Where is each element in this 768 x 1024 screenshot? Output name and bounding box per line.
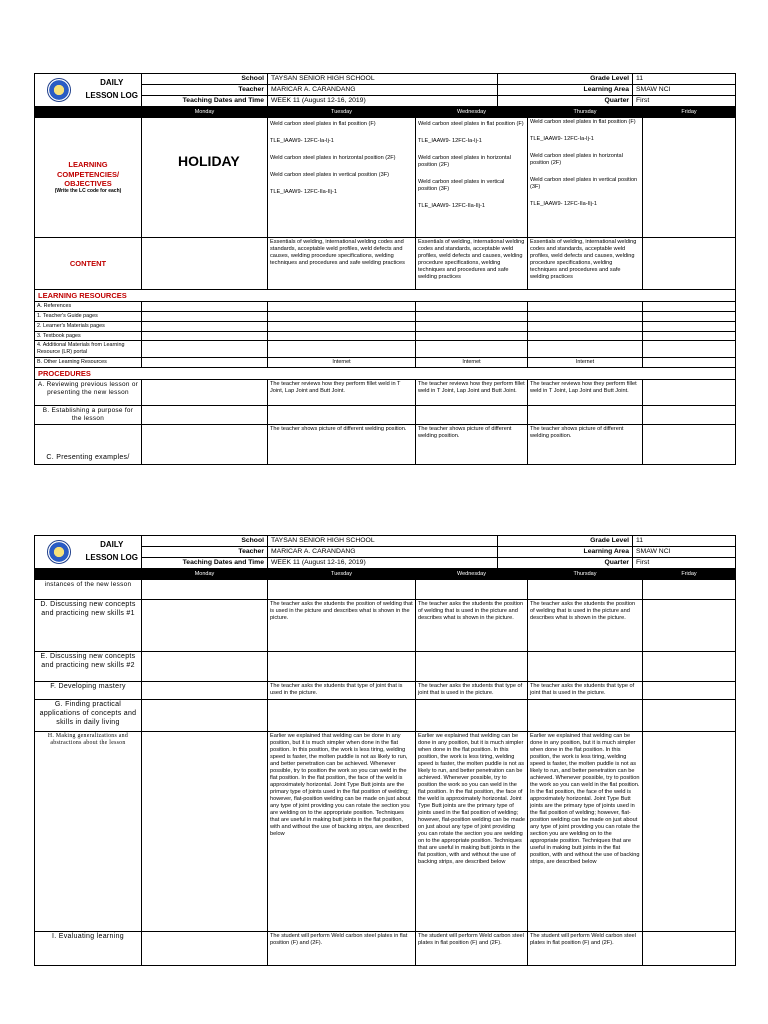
proc-c-label: C. Presenting examples/ [35,425,142,465]
proc-a-label: A. Reviewing previous lesson or presenting the new lesson [35,380,142,406]
quarter-value: First [633,96,736,107]
header-title-daily: DAILY [100,78,124,88]
teacher-value-2: MARICAR A. CARANDANG [268,547,498,558]
ref-textbook: 3. Textbook pages [35,331,142,341]
proc-a-thursday: The teacher reviews how they perform fillet weld in T Joint, Lap Joint and Butt Joint. [528,380,643,406]
quarter-label-2: Quarter [498,558,633,569]
objectives-tuesday: Weld carbon steel plates in flat position (F) TLE_IAAW9- 12FC-Ia-Ij-1 Weld carbon steel plates in horizontal position (2F) Weld carbon steel plates in vertical position (3F) TLE_IAAW9- 12FC-IIa-IIj-1 [268,118,416,238]
proc-e-label: E. Discussing new concepts and practicing new skills #2 [35,652,142,682]
proc-c-tuesday: The teacher shows picture of different welding position. [268,425,416,465]
area-label-2: Learning Area [498,547,633,558]
header-title-log-2: LESSON LOG [85,553,138,562]
objectives-thursday: Weld carbon steel plates in flat position (F) TLE_IAAW9- 12FC-Ia-Ij-1 Weld carbon steel plates in horizontal position (2F) Weld carbon steel plates in vertical position (3F) TLE_IAAW9- 12FC-IIa-IIj-1 [528,118,643,238]
day-thursday-2: Thursday [528,570,643,580]
school-label: School [142,74,268,85]
proc-g-label: G. Finding practical applications of concepts and skills in daily living [35,700,142,732]
content-tuesday: Essentials of welding, international welding codes and standards, acceptable weld profiles, weld defects and causes, welding procedure specifications, welding techniques and procedures and safe welding practices [268,238,416,290]
lesson-log-page-2 [34,535,735,966]
proc-h-tuesday: Earlier we explained that welding can be done in any position, but it is much simpler when done in the flat position. In this position, the work is less tiring, welding speed is faster, the molten puddle is not as likely to run, and better penetration can be achieved. Whenever possible, try to position the work so you can weld in the flat position. In the flat position, the face of the weld is approximately horizontal. Joint Type Butt joints are the primary type of joints used in the flat position of welding; however, flat-position welding can be made on just about any type of joint providing you can rotate the section you are welding on to the appropriate position. Techniques that are useful in making butt joints in the flat position, with and without the use of backing strips, are described below [268,732,416,932]
internet-wednesday: Internet [416,357,528,367]
grade-label: Grade Level [498,74,633,85]
quarter-value-2: First [633,558,736,569]
proc-d-thursday: The teacher asks the students the position of welding that is used in the picture and describes what is shown in the picture. [528,600,643,652]
proc-f-label: F. Developing mastery [35,682,142,700]
proc-i-label: I. Evaluating learning [35,932,142,966]
holiday-label: HOLIDAY [142,118,268,238]
ref-a: A. References [35,302,142,312]
teacher-label: Teacher [142,85,268,96]
learning-resources-heading: LEARNING RESOURCES [35,290,736,302]
content-wednesday: Essentials of welding, international welding codes and standards, acceptable weld profiles, weld defects and causes, welding procedure specifications, welding techniques and procedures and safe welding practices [416,238,528,290]
ref-learners-materials: 2. Learner's Materials pages [35,321,142,331]
grade-label-2: Grade Level [498,536,633,547]
lesson-log-body-2 [34,569,736,966]
day-wednesday: Wednesday [416,108,528,118]
content-friday [643,238,736,290]
deped-seal-icon [47,540,71,564]
proc-d-wednesday: The teacher asks the students the position of welding that is used in the picture and describes what is shown in the picture. [416,600,528,652]
proc-a-tuesday: The teacher reviews how they perform fillet weld in T Joint, Lap Joint and Butt Joint. [268,380,416,406]
teacher-label-2: Teacher [142,547,268,558]
proc-i-wednesday: The student will perform Weld carbon steel plates in flat position (F) and (2F). [416,932,528,966]
grade-value-2: 11 [633,536,736,547]
ref-other: B. Other Learning Resources [35,357,142,367]
dates-value-2: WEEK 11 (August 12-16, 2019) [268,558,498,569]
proc-d-tuesday: The teacher asks the students the position of welding that is used in the picture and describes what is shown in the picture. [268,600,416,652]
proc-i-tuesday: The student will perform Weld carbon steel plates in flat position (F) and (2F). [268,932,416,966]
proc-a-wednesday: The teacher reviews how they perform fillet weld in T Joint, Lap Joint and Butt Joint. [416,380,528,406]
content-thursday: Essentials of welding, international welding codes and standards, acceptable weld profiles, weld defects and causes, welding procedure specifications, welding techniques and procedures and safe welding practices [528,238,643,290]
lesson-log-body-1 [34,107,736,465]
header-title-log: LESSON LOG [85,91,138,100]
header-logo-cell [35,74,142,107]
proc-c-wednesday: The teacher shows picture of different welding position. [416,425,528,465]
instances-label: instances of the new lesson [35,580,142,600]
header-logo-cell-2 [35,536,142,569]
lesson-log-header-2 [34,535,736,569]
internet-tuesday: Internet [268,357,416,367]
procedures-heading: PROCEDURES [35,367,736,379]
ref-teachers-guide: 1. Teacher's Guide pages [35,312,142,322]
proc-h-wednesday: Earlier we explained that welding can be done in any position, but it is much simpler when done in the flat position. In this position, the work is less tiring, welding speed is faster, the molten puddle is not as likely to run, and better penetration can be achieved. Whenever possible, try to position the work so you can weld in the flat position. In the flat position, the face of the weld is approximately horizontal. Joint Type Butt joints are the primary type of joints used in the flat position of welding; however, flat-position welding can be made on just about any type of joint providing you can rotate the section you are welding on to the appropriate position. Techniques that are useful in making butt joints in the flat position, with and without the use of backing strips, are described below [416,732,528,932]
proc-b-label: B. Establishing a purpose for the lesson [35,406,142,425]
area-value: SMAW NCI [633,85,736,96]
proc-f-thursday: The teacher asks the students that type of joint that is used in the picture. [528,682,643,700]
deped-seal-icon [47,78,71,102]
dates-label: Teaching Dates and Time [142,96,268,107]
school-value-2: TAYSAN SENIOR HIGH SCHOOL [268,536,498,547]
ref-lr-portal: 4. Additional Materials from Learning Resource (LR) portal [35,341,142,358]
day-wednesday-2: Wednesday [416,570,528,580]
proc-h-label: H. Making generalizations and abstractions about the lesson [35,732,142,932]
grade-value: 11 [633,74,736,85]
internet-thursday: Internet [528,357,643,367]
day-friday: Friday [643,108,736,118]
content-monday [142,238,268,290]
content-row-label: CONTENT [35,238,142,290]
day-thursday: Thursday [528,108,643,118]
school-value: TAYSAN SENIOR HIGH SCHOOL [268,74,498,85]
teacher-value: MARICAR A. CARANDANG [268,85,498,96]
day-monday-2: Monday [142,570,268,580]
area-label: Learning Area [498,85,633,96]
quarter-label: Quarter [498,96,633,107]
proc-f-wednesday: The teacher asks the students that type of joint that is used in the picture. [416,682,528,700]
lesson-log-page-1 [34,73,735,465]
day-tuesday-2: Tuesday [268,570,416,580]
proc-d-label: D. Discussing new concepts and practicing new skills #1 [35,600,142,652]
header-title-daily-2: DAILY [100,540,124,550]
day-monday: Monday [142,108,268,118]
day-friday-2: Friday [643,570,736,580]
objectives-note: (Write the LC code for each) [54,188,122,195]
school-label-2: School [142,536,268,547]
proc-i-thursday: The student will perform Weld carbon steel plates in flat position (F) and (2F). [528,932,643,966]
dates-label-2: Teaching Dates and Time [142,558,268,569]
area-value-2: SMAW NCI [633,547,736,558]
objectives-row-label: LEARNING COMPETENCIES/ OBJECTIVES (Write the LC code for each) [35,118,142,238]
dates-value: WEEK 11 (August 12-16, 2019) [268,96,498,107]
objectives-wednesday: Weld carbon steel plates in flat position (F) TLE_IAAW9- 12FC-Ia-Ij-1 Weld carbon steel plates in horizontal position (2F) Weld carbon steel plates in vertical position (3F) TLE_IAAW9- 12FC-IIa-IIj-1 [416,118,528,238]
proc-h-thursday: Earlier we explained that welding can be done in any position, but it is much simpler when done in the flat position. In this position, the work is less tiring, welding speed is faster, the molten puddle is not as likely to run, and better penetration can be achieved. Whenever possible, try to position the work so you can weld in the flat position. In the flat position, the face of the weld is approximately horizontal. Joint Type Butt joints are the primary type of joints used in the flat position of welding; however, flat-position welding can be made on just about any type of joint providing you can rotate the section you are welding on to the appropriate position. Techniques that are useful in making butt joints in the flat position, with and without the use of backing strips, are described below [528,732,643,932]
proc-f-tuesday: The teacher asks the students that type of joint that is used in the picture. [268,682,416,700]
lesson-log-header [34,73,736,107]
proc-c-thursday: The teacher shows picture of different welding position. [528,425,643,465]
day-tuesday: Tuesday [268,108,416,118]
objectives-friday [643,118,736,238]
